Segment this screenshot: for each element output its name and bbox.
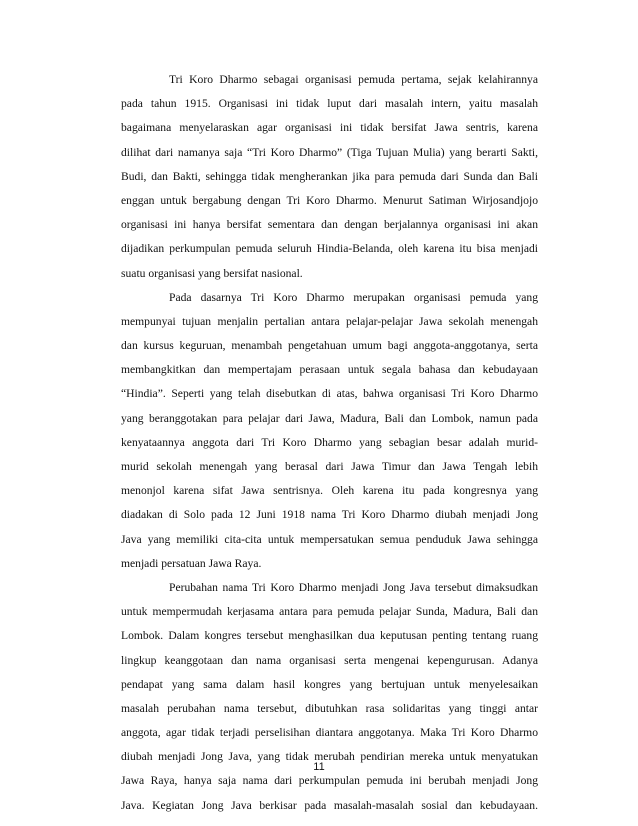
paragraph	[121, 68, 538, 286]
text-line: pada tahun 1915. Organisasi ini tidak luput dari masalah intern, yaitu masalah	[121, 97, 538, 111]
text-line: mempunyai tujuan menjalin pertalian antara pelajar-pelajar Jawa sekolah menengah	[121, 314, 538, 328]
text-line: lingkup keanggotaan dan nama organisasi serta mengenai kepengurusan. Adanya	[121, 653, 538, 667]
text-line: Jawa Raya, hanya saja nama dari perkumpulan pemuda ini berubah menjadi Jong	[121, 774, 538, 788]
paragraph	[121, 286, 538, 576]
paragraph	[121, 576, 538, 818]
text-line: dan kursus keguruan, menambah pengetahuan umum bagi anggota-anggotanya, serta	[121, 339, 538, 353]
text-line: bagaimana menyelaraskan agar organisasi ini tidak bersifat Jawa sentris, karena	[121, 121, 538, 135]
text-line: murid sekolah menengah yang berasal dari Jawa Timur dan Jawa Tengah lebih	[121, 460, 538, 473]
text-line: pendapat yang sama dalam hasil kongres yang bertujuan untuk menyelesaikan	[121, 677, 538, 691]
text-line: Java yang memiliki cita-cita untuk mempersatukan semua penduduk Jawa sehingga	[121, 532, 538, 546]
text-line: organisasi ini hanya bersifat sementara dan dengan berjalannya organisasi ini akan	[121, 218, 538, 232]
text-line: Lombok. Dalam kongres tersebut menghasilkan dua keputusan penting tentang ruang	[121, 629, 538, 643]
page-number: 11	[313, 761, 325, 773]
text-line: Budi, dan Bakti, sehingga tidak mengherankan jika para pemuda dari Sunda dan Bali	[121, 169, 538, 183]
text-line: untuk mempermudah kerjasama antara para pemuda pelajar Sunda, Madura, Bali dan	[121, 605, 538, 619]
text-line: menjadi persatuan Jawa Raya.	[121, 556, 262, 570]
text-line: masalah perubahan nama tersebut, dibutuhkan rasa solidaritas yang tinggi antar	[121, 701, 538, 715]
text-line: anggota, agar tidak terjadi perselisihan diantara anggotanya. Maka Tri Koro Dharmo	[121, 726, 538, 740]
body-text	[121, 68, 538, 818]
text-line: membangkitkan dan mempertajam perasaan untuk segala bahasa dan kebudayaan	[121, 363, 538, 377]
text-line: suatu organisasi yang bersifat nasional.	[121, 266, 303, 280]
text-line: diubah menjadi Jong Java, yang tidak merubah pendirian mereka untuk menyatukan	[121, 750, 538, 764]
text-line: Pada dasarnya Tri Koro Dharmo merupakan organisasi pemuda yang	[169, 290, 538, 304]
text-line: Java. Kegiatan Jong Java berkisar pada masalah-masalah sosial dan kebudayaan.	[121, 798, 538, 812]
text-line: kenyataannya anggota dari Tri Koro Dharmo yang sebagian besar adalah murid-	[121, 435, 538, 449]
text-line: dilihat dari namanya saja “Tri Koro Dharmo” (Tiga Tujuan Mulia) yang berarti Sakti,	[121, 145, 538, 159]
text-line: “Hindia”. Seperti yang telah disebutkan di atas, bahwa organisasi Tri Koro Dharmo	[121, 387, 538, 401]
text-line: menonjol karena sifat Jawa sentrisnya. Oleh karena itu pada kongresnya yang	[121, 484, 538, 498]
text-line: Perubahan nama Tri Koro Dharmo menjadi Jong Java tersebut dimaksudkan	[169, 580, 538, 594]
text-line: yang beranggotakan para pelajar dari Jawa, Madura, Bali dan Lombok, namun pada	[121, 411, 538, 425]
text-line: enggan untuk bergabung dengan Tri Koro Dharmo. Menurut Satiman Wirjosandjojo	[121, 193, 538, 207]
text-line: dijadikan perkumpulan pemuda seluruh Hindia-Belanda, oleh karena itu bisa menjadi	[121, 242, 538, 256]
text-line: Tri Koro Dharmo sebagai organisasi pemuda pertama, sejak kelahirannya	[169, 73, 538, 86]
text-line: diadakan di Solo pada 12 Juni 1918 nama Tri Koro Dharmo diubah menjadi Jong	[121, 508, 538, 522]
